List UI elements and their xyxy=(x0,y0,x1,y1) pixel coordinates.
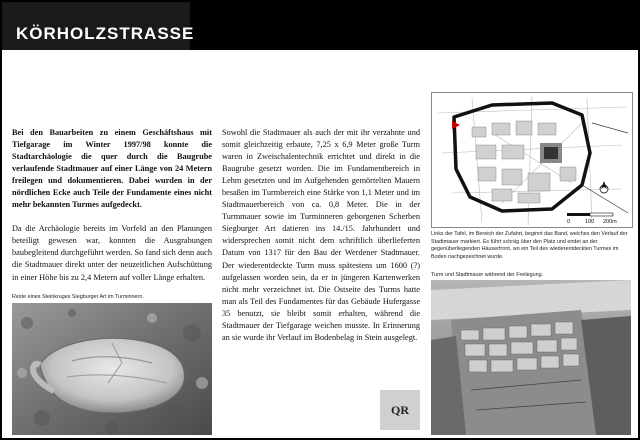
qr-code-button[interactable]: QR xyxy=(380,390,420,430)
paragraph-3: Sowohl die Stadtmauer als auch der mit ihr verzahnte und somit gleichzeitig erbaute, 7,25 x 6,9 Meter große Turm waren in Zweischalentechnik errichtet und direkt in die Baugrube gesetzt worden. Die im Fundamentbereich in Lehm gesetzten und im Aufgehenden gemörtelten Mauern besaßen im Turmbereich eine Stärke von 1,1 Meter und im Stadtmauerbereich von ca. 0,8 Meter. Die in der Turmmauer sowie im Turminneren geborgenen Scherben Siegburger Art datieren ins 14./15. Jahrhundert und widersprechen somit nicht dem schriftlich überlieferten Datum von 1317 für den Bau der Werdener Stadtmauer. Der wiederentdeckte Turm muss spätestens um 1600 (?) aufgelassen worden sein, da er in jüngeren Kartenwerken nicht mehr verzeichnet ist. Die Ostseite des Turms hatte man als Teil des Fundamentes für das Gebäude Hufergasse 35 benutzt, sie bleibt somit erhalten, während die Stadtmauer der Tiefgarage weichen musste. In Erinnerung an sie wurde ihr Verlauf im Bodenbelag in Stein ausgelegt. xyxy=(222,128,420,342)
paragraph-2: Da die Archäologie bereits im Vorfeld an den Planungen beteiligt gewesen war, konnten die Ausgrabungen baubegleitend durchgeführt werden. So fand sich denn auch die Stadtmauer direkt unter der neuzeitlichen Aufschüttung in einer Höhe bis zu 2,4 Metern auf voller Länge erhalten. xyxy=(12,224,212,282)
map-caption: Links der Tafel, im Bereich der Zufahrt, beginnt das Band, welches den Verlauf der Stadtmauer markiert. Es führt schräg über den Platz und endet an der gegenüberliegenden Häuserfront, wo ein Teil des wiederentdeckten Turmes im Boden nachgezeichnet wurde. xyxy=(431,231,628,260)
scale-tick-200: 200m xyxy=(603,219,617,225)
scale-bar xyxy=(565,211,615,225)
stoneware-jug-photo xyxy=(12,303,212,435)
text-column-2 xyxy=(222,127,420,356)
stoneware-jug-image xyxy=(12,303,212,435)
excavation-image xyxy=(431,280,631,435)
town-map-image xyxy=(432,93,632,227)
page-title: KÖRHOLZSTRASSE xyxy=(16,24,195,43)
intro-paragraph: Bei den Bauarbeiten zu einem Geschäftshaus mit Tiefgarage im Winter 1997/98 konnte die Stadtarchäologie die quer durch die Baugrube verlaufende Stadtmauer auf einer Länge von 24 Metern freilegen und dokumentieren. Dabei wurden in der nördlichen Ecke auch Teile der Fundamente eines nicht mehr bekannten Turmes aufgedeckt. xyxy=(12,128,212,210)
title-box xyxy=(2,2,195,50)
text-column-1 xyxy=(12,127,212,296)
left-photo-caption: Reste eines Steinkruges Siegburger Art im Turminnern. xyxy=(12,294,144,300)
scale-tick-0: 0 xyxy=(567,219,571,225)
scale-tick-100: 100 xyxy=(585,219,595,225)
town-map xyxy=(431,92,633,228)
excavation-photo xyxy=(431,280,631,435)
right-photo-caption: Turm und Stadtmauer während der Freilegung. xyxy=(431,272,544,278)
map-scale xyxy=(565,211,615,225)
